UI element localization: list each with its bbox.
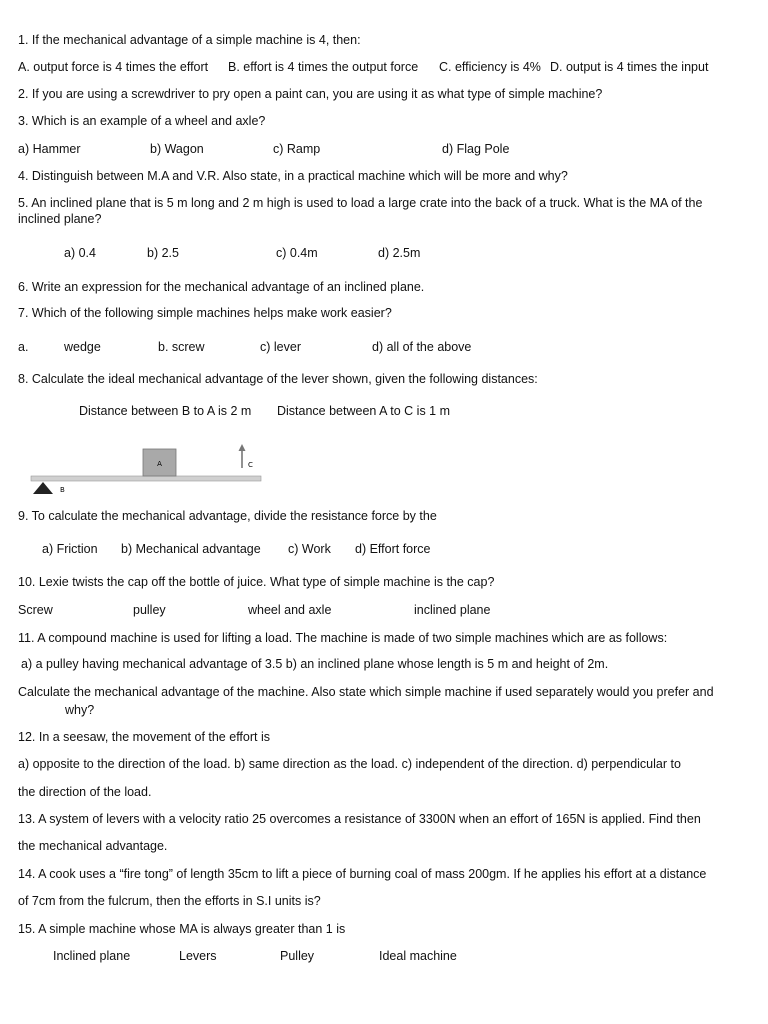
q1-option-c: C. efficiency is 4%	[439, 60, 541, 74]
question-14-line2: of 7cm from the fulcrum, then the efforts in S.I units is?	[18, 894, 321, 908]
q15-option-inclined-plane: Inclined plane	[53, 949, 131, 963]
question-8: 8. Calculate the ideal mechanical advantage of the lever shown, given the following distances:	[18, 372, 538, 386]
q12-options-line2: the direction of the load.	[18, 785, 152, 799]
question-3: 3. Which is an example of a wheel and axle?	[18, 114, 266, 128]
question-13-line2: the mechanical advantage.	[18, 839, 168, 853]
q9-option-d: d) Effort force	[355, 542, 431, 556]
q11-task-line1: Calculate the mechanical advantage of the machine. Also state which simple machine if used separately would you prefer and	[18, 685, 714, 699]
effort-arrow-icon	[239, 444, 246, 468]
distance-b-to-a: Distance between B to A is 2 m	[79, 404, 252, 418]
distance-a-to-c: Distance between A to C is 1 m	[277, 404, 451, 418]
q3-option-a: a) Hammer	[18, 142, 81, 156]
question-11: 11. A compound machine is used for lifting a load. The machine is made of two simple machines which are as follows:	[18, 631, 668, 645]
question-13-line1: 13. A system of levers with a velocity ratio 25 overcomes a resistance of 3300N when an effort of 165N is applied. Find then	[18, 812, 701, 826]
question-7: 7. Which of the following simple machines helps make work easier?	[18, 306, 392, 320]
q10-option-pulley: pulley	[133, 603, 166, 617]
q7-option-c: c) lever	[260, 340, 301, 354]
question-4: 4. Distinguish between M.A and V.R. Also state, in a practical machine which will be more and why?	[18, 169, 568, 183]
q5-option-d: d) 2.5m	[378, 246, 421, 260]
q10-option-wheel-axle: wheel and axle	[248, 603, 332, 617]
q9-option-c: c) Work	[288, 542, 331, 556]
label-c: C	[248, 461, 253, 469]
q12-options-line1: a) opposite to the direction of the load. b) same direction as the load. c) independent of the direction. d) perpendicular to	[18, 757, 681, 771]
q5-option-b: b) 2.5	[147, 246, 179, 260]
question-10: 10. Lexie twists the cap off the bottle of juice. What type of simple machine is the cap?	[18, 575, 495, 589]
question-5: 5. An inclined plane that is 5 m long and 2 m high is used to load a large crate into the back of a truck. What is the MA of the inclined plane?	[18, 196, 703, 226]
q7-option-a: wedge	[64, 340, 101, 354]
label-b: B	[60, 486, 65, 494]
q11-parts: a) a pulley having mechanical advantage of 3.5 b) an inclined plane whose length is 5 m and height of 2m.	[21, 657, 609, 671]
q15-option-levers: Levers	[179, 949, 217, 963]
lever-diagram	[25, 440, 275, 498]
q1-option-a: A. output force is 4 times the effort	[18, 60, 209, 74]
question-15: 15. A simple machine whose MA is always greater than 1 is	[18, 922, 346, 936]
label-a: A	[157, 460, 162, 468]
q3-option-b: b) Wagon	[150, 142, 204, 156]
q7-option-d: d) all of the above	[372, 340, 472, 354]
q9-option-a: a) Friction	[42, 542, 98, 556]
q11-task-line2: why?	[65, 703, 95, 717]
fulcrum-triangle	[33, 482, 53, 494]
question-2: 2. If you are using a screwdriver to pry open a paint can, you are using it as what type of simple machine?	[18, 87, 603, 101]
q3-option-c: c) Ramp	[273, 142, 321, 156]
question-6: 6. Write an expression for the mechanical advantage of an inclined plane.	[18, 280, 425, 294]
question-14-line1: 14. A cook uses a “fire tong” of length 35cm to lift a piece of burning coal of mass 200gm. If he applies his effort at a distance	[18, 867, 707, 881]
q10-option-screw: Screw	[18, 603, 53, 617]
question-9: 9. To calculate the mechanical advantage, divide the resistance force by the	[18, 509, 437, 523]
q1-option-d: D. output is 4 times the input	[550, 60, 709, 74]
lever-beam	[31, 476, 261, 481]
q5-option-a: a) 0.4	[64, 246, 96, 260]
q7-option-a-marker: a.	[18, 340, 29, 354]
q10-option-inclined-plane: inclined plane	[414, 603, 491, 617]
q5-option-c: c) 0.4m	[276, 246, 318, 260]
question-12: 12. In a seesaw, the movement of the effort is	[18, 730, 270, 744]
q3-option-d: d) Flag Pole	[442, 142, 510, 156]
q1-option-b: B. effort is 4 times the output force	[228, 60, 419, 74]
q7-option-b: b. screw	[158, 340, 205, 354]
q15-option-pulley: Pulley	[280, 949, 315, 963]
question-1: 1. If the mechanical advantage of a simple machine is 4, then:	[18, 33, 361, 47]
q15-option-ideal-machine: Ideal machine	[379, 949, 457, 963]
q9-option-b: b) Mechanical advantage	[121, 542, 261, 556]
